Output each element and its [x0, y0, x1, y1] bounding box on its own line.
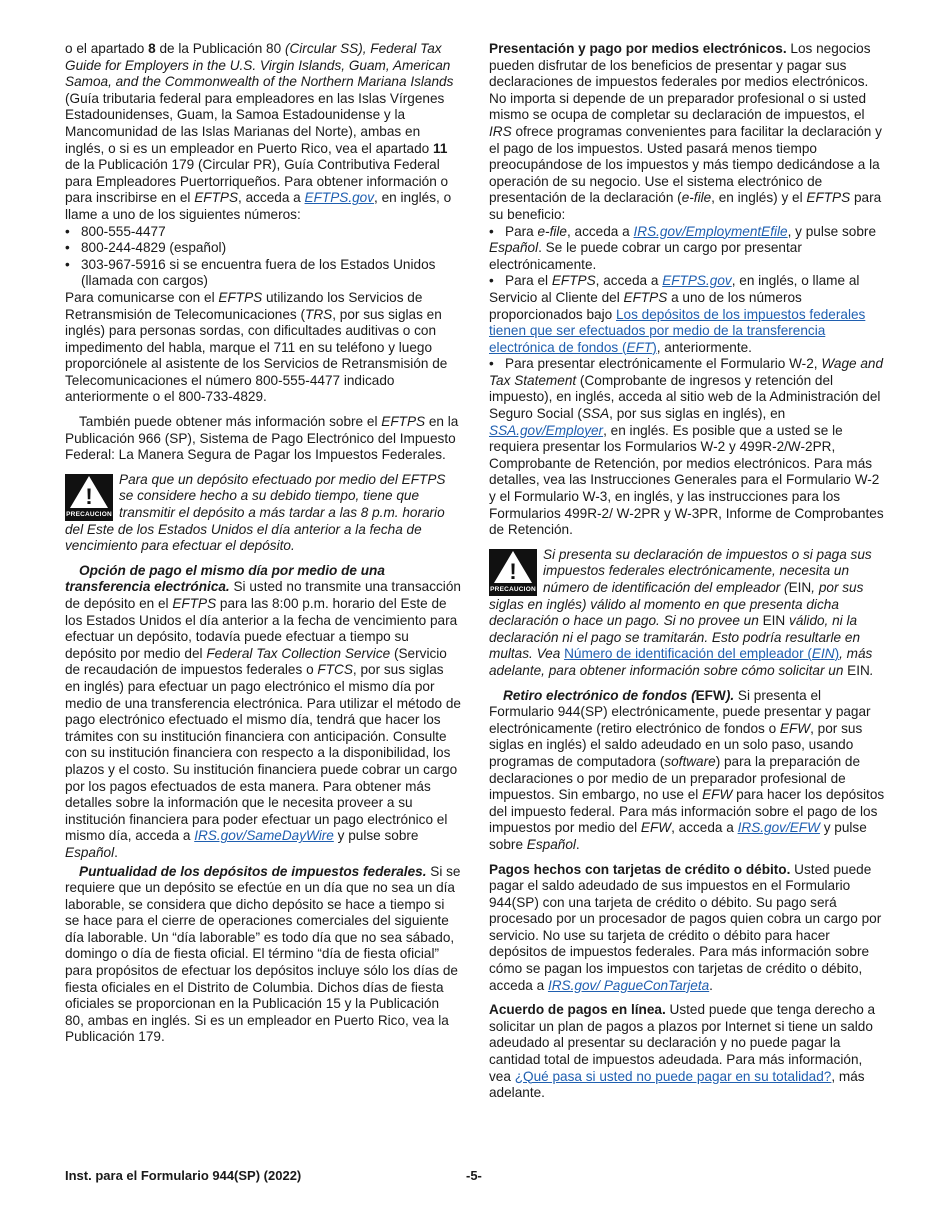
bullet-icon: • [489, 273, 494, 289]
caution-text: Si presenta su declaración de impuestos o si paga sus impuestos federales electrónicamente, necesita un número de identificación del empleador (EIN, por sus siglas en inglés) válido al momento en que presenta dicha declaración o hace un pago. Si no provee un EIN válido, ni la declaración ni el pago se tramitarán. Esto podría resultarle en multas. Vea Número de identificación del empleador (EIN), más adelante, para obtener información sobre cómo solicitar un EIN. [489, 546, 874, 678]
phone-list-item: • 800-244-4829 (español) [65, 240, 227, 256]
bullet-eftps: • Para el EFTPS, acceda a EFTPS.gov, en inglés, o llame al Servicio al Cliente del EFTPS a uno de los números proporcionados bajo Los depósitos de los impuestos federales tienen que ser efectuados por medio de la transferencia electrónica de fondos (EFT), anteriormente. [489, 273, 866, 355]
caution-icon-label: PRECAUCION [66, 510, 112, 518]
bullet-w2: • Para presentar electrónicamente el Formulario W-2, Wage and Tax Statement (Comprobante de ingresos y retención del impuesto), en inglés, acceda al sitio web de la Administración del Seguro Social (SSA, por sus siglas en inglés), en SSA.gov/Employer, en inglés. Es posible que a usted se le requiera presentar los Formularios W-2 y 499R-2/W-2PR, Comprobante de Retención, por medios electrónicos. Para más detalles, vea las Instrucciones Generales para el Formulario W-2 y el Formulario W-3, en inglés, y las instrucciones para los Formularios 499R-2/ W-2PR y W-3PR, Informe de Comprobantes de Retención. [489, 356, 884, 538]
caution-icon-label: PRECAUCION [490, 585, 536, 593]
phone-list-item: • 303-967-5916 si se encuentra fuera de los Estados Unidos (llamada con cargos) [65, 256, 436, 289]
footer-form-title: Inst. para el Formulario 944(SP) (2022) [65, 1168, 302, 1183]
same-day-wire-link[interactable]: IRS.gov/SameDayWire [194, 828, 334, 844]
paragraph-efw: Retiro electrónico de fondos (EFW). Si presenta el Formulario 944(SP) electrónicamente, puede presentar y pagar electrónicamente (retiro electrónico de fondos o EFW, por sus siglas en inglés) el saldo adeudado en un solo paso, usando programas de computadora (software) para la preparación de declaraciones o por medio de un preparador profesional de impuestos. Sin embargo, no use el EFW para hacer los depósitos del impuesto federal. Para más información sobre el pago de los impuestos por medio del EFW, acceda a IRS.gov/EFW y pulse sobre Español. [489, 687, 885, 852]
paragraph-eftps-intro: o el apartado 8 de la Publicación 80 (Circular SS), Federal Tax Guide for Employers in the U.S. Virgin Islands, Guam, American Samoa, and the Commonwealth of the Northern Mariana Islands (Guía tributaria federal para empleadores en las Islas Vírgenes Estadounidenses, Guam, la Samoa Estadounidense y la Mancomunidad de las Islas Marianas del Norte), ambas en inglés, o si es un empleador en Puerto Rico, vea el apartado 11 de la Publicación 179 (Circular PR), Guía Contributiva Federal para Empleadores Puertorriqueños. Para obtener información o para inscribirse en el EFTPS, acceda a EFTPS.gov, en inglés, o llame a uno de los siguientes números: [65, 41, 454, 222]
bullet-icon: • [65, 256, 70, 272]
bullet-icon: • [489, 223, 494, 239]
ein-section-link[interactable]: Número de identificación del empleador (EIN) [564, 646, 840, 662]
bullet-icon: • [65, 240, 70, 256]
left-column [65, 41, 461, 1046]
eft-deposits-link[interactable]: Los depósitos de los impuestos federales tienen que ser efectuados por medio de la transferencia electrónica de fondos (EFT) [489, 306, 866, 355]
bullet-icon: • [489, 356, 494, 372]
eftps-gov-link[interactable]: EFTPS.gov [304, 190, 375, 206]
bullet-efile: • Para e-file, acceda a IRS.gov/EmploymentEfile, y pulse sobre Español. Se le puede cobrar un cargo por presentar electrónicamente. [489, 223, 877, 272]
svg-text:!: ! [85, 483, 93, 509]
caution-box-ein [489, 547, 885, 680]
svg-text:!: ! [509, 558, 517, 584]
irs-efw-link[interactable]: IRS.gov/EFW [737, 820, 820, 836]
paragraph-payment-agreement: Acuerdo de pagos en línea. Usted puede que tenga derecho a solicitar un plan de pagos a plazos por Internet si tiene un saldo adeudado al presentar su declaración y no puede pagar la cantidad total de impuestos adeudada. Para más información, vea ¿Qué pasa si usted no puede pagar en su totalidad?, más adelante. [489, 1002, 876, 1101]
caution-text: Para que un depósito efectuado por medio del EFTPS se considere hecho a su debido tiempo, tiene que transmitir el depósito a más tardar a las 8 p.m. horario del Este de los Estados Unidos el día anterior a la fecha de vencimiento para efectuar el depósito. [65, 471, 446, 554]
right-column [489, 41, 885, 1102]
paragraph-card-payments: Pagos hechos con tarjetas de crédito o débito. Usted puede pagar el saldo adeudado de sus impuestos en el Formulario 944(SP) con una tarjeta de crédito o débito. Su pago será procesado por un procesador de pagos quien cobra un cargo por servicio. No use su tarjeta de crédito o débito para hacer depósitos de impuestos federales. Para más información sobre cómo se pagan los impuestos con tarjetas de crédito o débito, acceda a IRS.gov/ PagueConTarjeta. [489, 861, 882, 993]
paragraph-same-day-wire: Opción de pago el mismo día por medio de una transferencia electrónica. Si usted no transmite una transacción de depósito en el EFTPS para las 8:00 p.m. horario del Este de los Estados Unidos el día anterior a la fecha de vencimiento para efectuar un depósito, todavía puede efectuar a tiempo su depósito por medio del Federal Tax Collection Service (Servicio de recaudación de impuestos federales o FTCS, por sus siglas en inglés) para efectuar un pago electrónico el mismo día por medio de una transferencia electrónica. Para utilizar el método de pago electrónico efectuado el mismo día, tendrá que hacer los trámites con su institución financiera con anticipación. Consulte con su institución financiera con respecto a la disponibilidad, los plazos y el costo. Su institución financiera puede cobrar un cargo por los pagos efectuados de esta manera. Para obtener más detalles sobre la información que le necesita proveer a su institución financiera para poder efectuar un pago electrónico el mismo día, acceda a IRS.gov/SameDayWire y pulse sobre Español. [65, 562, 461, 860]
ssa-employer-link[interactable]: SSA.gov/Employer [489, 422, 604, 438]
paragraph-trs: Para comunicarse con el EFTPS utilizando los Servicios de Retransmisión de Telecomunicaciones (TRS, por sus siglas en inglés) para personas sordas, con dificultades auditivas o con impedimento del habla, marque el 711 en su teléfono y luego proporciónele al asistente de los Servicios de Retransmisión de Telecomunicaciones el número 800-555-4477 indicado anteriormente o el 800-733-4829. [65, 289, 448, 405]
caution-icon [489, 549, 537, 596]
pague-con-tarjeta-link[interactable]: IRS.gov/ PagueConTarjeta [547, 977, 710, 993]
page-number: -5- [466, 1168, 482, 1183]
paragraph-pub966: También puede obtener más información sobre el EFTPS en la Publicación 966 (SP), Sistema de Pago Electrónico del Impuesto Federal: La Manera Segura de Pagar los Impuestos Federales. [65, 414, 459, 463]
eftps-gov-link[interactable]: EFTPS.gov [662, 273, 732, 289]
cannot-pay-in-full-link[interactable]: ¿Qué pasa si usted no puede pagar en su totalidad? [514, 1068, 832, 1084]
caution-box-eftps [65, 472, 461, 555]
phone-list-item: • 800-555-4477 [65, 223, 166, 239]
caution-icon [65, 474, 113, 521]
paragraph-electronic-filing: Presentación y pago por medios electrónicos. Los negocios pueden disfrutar de los beneficios de presentar y pagar sus declaraciones de impuestos federales por medios electrónicos. No importa si depende de un preparador profesional o si usted mismo se ocupa de completar su declaración de impuestos, el IRS ofrece programas convenientes para facilitar la declaración y el pago de los impuestos. Usted pasará menos tiempo preocupándose de los impuestos y más tiempo dedicándose a la operación de su negocio. Use el sistema electrónico de presentación de la declaración (e-file, en inglés) y el EFTPS para su beneficio: [489, 41, 882, 222]
employment-efile-link[interactable]: IRS.gov/EmploymentEfile [633, 223, 788, 239]
paragraph-deposit-timeliness: Puntualidad de los depósitos de impuestos federales. Si se requiere que un depósito se efectúe en un día que no sea un día laborable, se considera que dicho depósito se hace a tiempo si se hace para el cierre de operaciones comerciales del siguiente día laborable. Un “día laborable” es todo día que no sea sábado, domingo o día de fiesta oficial. El término “día de fiesta oficial” para propósitos de efectuar los depósitos incluye sólo los días de fiesta oficiales en el Distrito de Columbia. Dichos días de fiesta oficiales se proporcionan en la Publicación 15 y la Publicación 80, ambas en inglés. Si es un empleador en Puerto Rico, vea la Publicación 179. [65, 863, 461, 1045]
bullet-icon: • [65, 223, 70, 239]
